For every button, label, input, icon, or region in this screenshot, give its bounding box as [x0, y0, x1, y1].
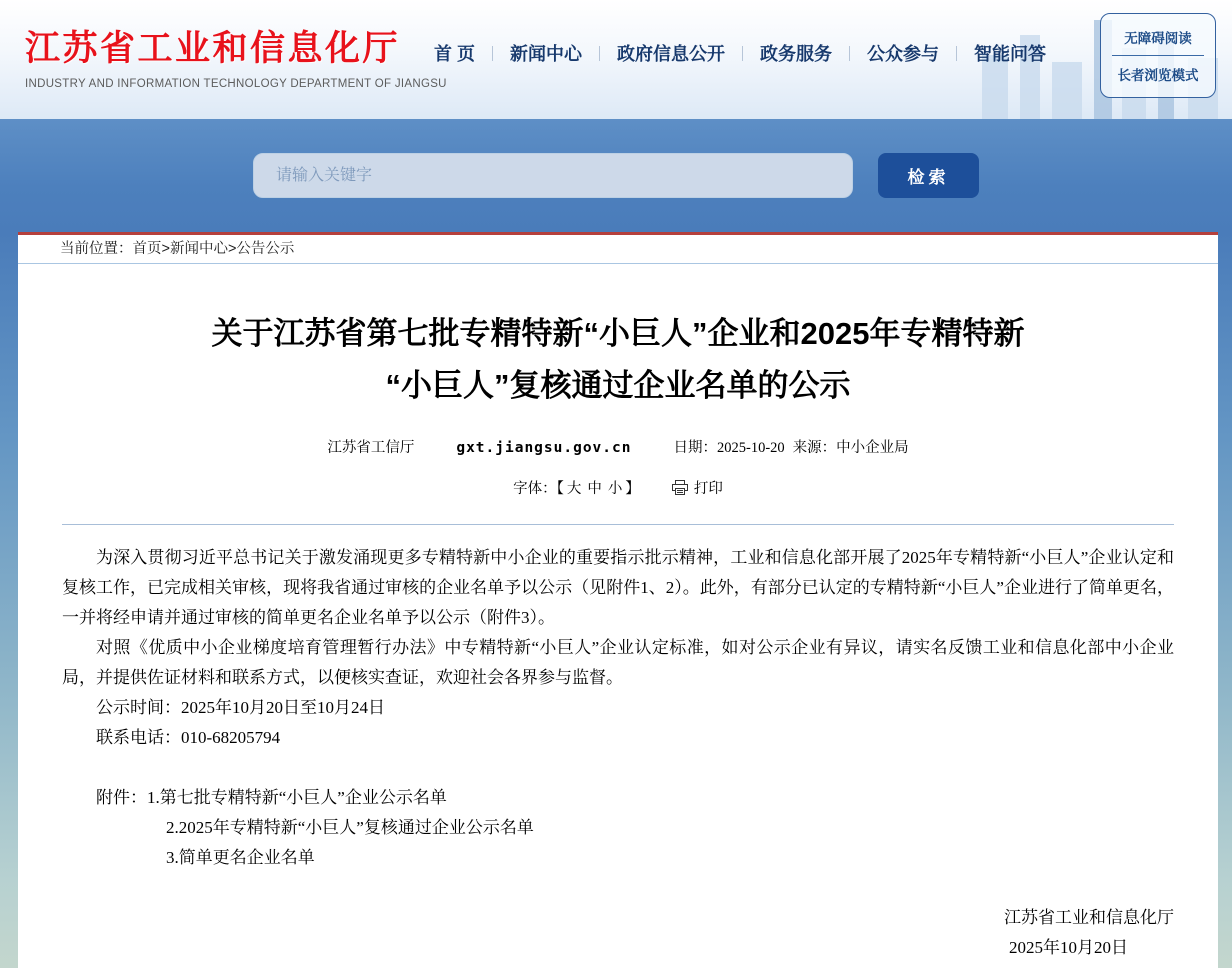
article-title: [98, 308, 1138, 412]
nav-item-home[interactable]: 首 页: [434, 44, 476, 64]
search-button[interactable]: 检索: [878, 153, 979, 198]
print-label: 打印: [693, 481, 723, 497]
attachment-line-1: [62, 783, 1174, 813]
paragraph-2: 对照《优质中小企业梯度培育管理暂行办法》中专精特新“小巨人”企业认定标准，如对公示企业有异议，请实名反馈工业和信息化部中小企业局，并提供佐证材料和联系方式，以便核实查证，欢迎社会各界参与监督。: [62, 638, 1174, 687]
font-size-large-button[interactable]: 大: [566, 481, 582, 497]
print-button[interactable]: [672, 481, 723, 497]
site-logo-subtitle: INDUSTRY AND INFORMATION TECHNOLOGY DEPARTMENT OF JIANGSU: [25, 78, 447, 90]
signature-name: 江苏省工业和信息化厅: [1004, 908, 1174, 927]
breadcrumb-label: 当前位置：: [60, 241, 133, 257]
bracket-open: 【: [556, 481, 564, 497]
attachment-item-2[interactable]: 2.2025年专精特新“小巨人”复核通过企业公示名单: [166, 818, 534, 837]
bracket-close: 】: [625, 481, 640, 497]
meta-source: 来源：中小企业局: [792, 440, 909, 456]
nav-item-gov-services[interactable]: 政务服务: [760, 44, 833, 64]
search-input[interactable]: [253, 153, 853, 198]
nav-item-news[interactable]: 新闻中心: [510, 44, 583, 64]
elder-mode-button[interactable]: 长者浏览模式: [1117, 68, 1199, 83]
attachment-line-3: [62, 843, 1174, 873]
search-band: [0, 119, 1232, 232]
nav-separator: [492, 46, 493, 61]
attachment-item-1[interactable]: 1.第七批专精特新“小巨人”企业公示名单: [147, 788, 447, 807]
font-controls: [62, 477, 1174, 498]
nav-item-public-participation[interactable]: 公众参与: [867, 44, 940, 64]
print-icon: [672, 480, 688, 495]
breadcrumb: [18, 235, 1218, 264]
nav-separator: [742, 46, 743, 61]
divider-line: [62, 524, 1174, 525]
nav-separator: [956, 46, 957, 61]
article-meta: [62, 436, 1174, 457]
meta-department: 江苏省工信厅: [327, 440, 415, 456]
nav-separator: [849, 46, 850, 61]
content-box: [18, 232, 1218, 968]
nav-item-smart-qa[interactable]: 智能问答: [974, 44, 1047, 64]
article-title-line2: “小巨人”复核通过企业名单的公示: [385, 368, 851, 403]
breadcrumb-path[interactable]: 首页>新闻中心>公告公示: [132, 241, 295, 257]
nav-item-gov-info[interactable]: 政府信息公开: [617, 44, 726, 64]
attachment-line-2: [62, 813, 1174, 843]
site-logo[interactable]: [25, 21, 447, 90]
content-background: [0, 232, 1232, 968]
article-body: [62, 543, 1174, 873]
attachment-item-3[interactable]: 3.简单更名企业名单: [166, 848, 315, 867]
meta-website: gxt.jiangsu.gov.cn: [456, 440, 632, 456]
nav-separator: [599, 46, 600, 61]
attachments-label: 附件：: [96, 788, 147, 807]
accessible-reading-button[interactable]: 无障碍阅读: [1124, 31, 1192, 46]
publish-time: 公示时间：2025年10月20日至10月24日: [96, 698, 385, 717]
main-nav: [434, 40, 1046, 66]
article-title-line1: 关于江苏省第七批专精特新“小巨人”企业和2025年专精特新: [211, 316, 1025, 351]
signature-block: [62, 903, 1174, 963]
site-logo-title: 江苏省工业和信息化厅: [25, 29, 401, 68]
meta-date: 日期：2025-10-20: [673, 440, 785, 456]
contact-phone: 联系电话：010-68205794: [96, 728, 281, 747]
article: [18, 308, 1218, 963]
signature-date: 2025年10月20日: [1009, 938, 1128, 957]
site-header: [0, 0, 1232, 119]
accessibility-box: [1100, 13, 1216, 98]
paragraph-1: 为深入贯彻习近平总书记关于激发涌现更多专精特新中小企业的重要指示批示精神，工业和信息化部开展了2025年专精特新“小巨人”企业认定和复核工作，已完成相关审核，现将我省通过审核的企业名单予以公示（见附件1、2）。此外，有部分已认定的专精特新“小巨人”企业进行了简单更名，一并将经申请并通过审核的简单更名企业名单予以公示（附件3）。: [62, 548, 1174, 627]
font-size-label: 字体：: [513, 481, 557, 497]
font-size-medium-button[interactable]: 中: [587, 481, 602, 497]
font-size-small-button[interactable]: 小: [607, 481, 623, 497]
